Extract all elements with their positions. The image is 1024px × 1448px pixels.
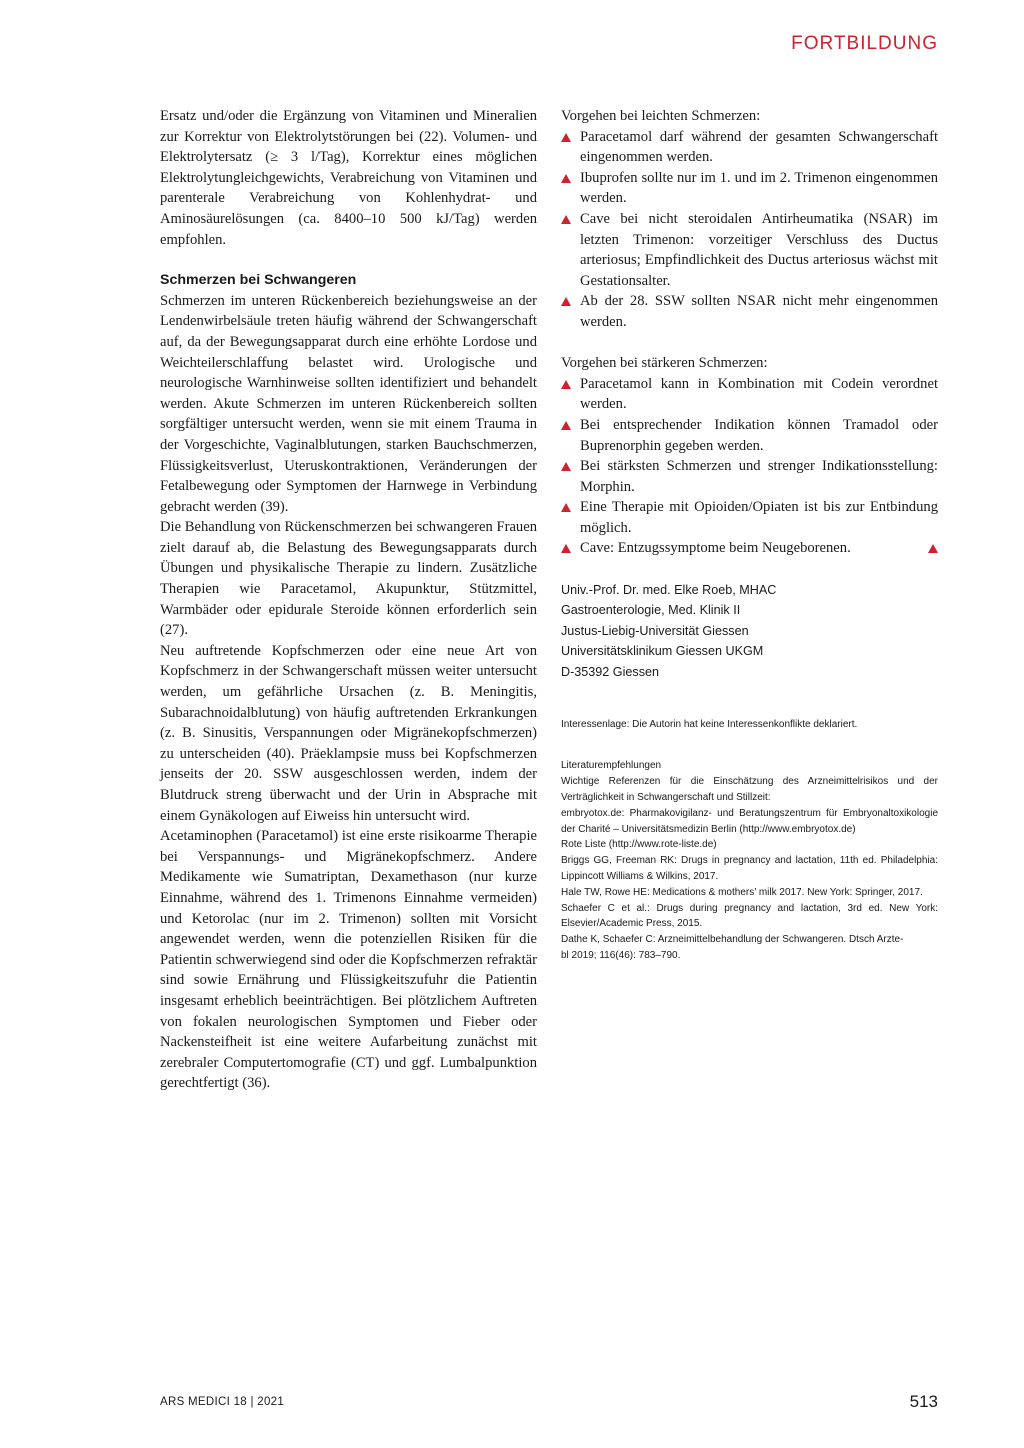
paragraph: Die Behandlung von Rückenschmerzen bei schwangeren Frauen zielt darauf ab, die Belastung des Bewegungsapparats durch Übungen und physikalische Therapie zu lindern. Zusätzliche Therapien wie Paracetamol, Akupunktur, Stützmittel, Warmbäder oder epidurale Steroide können erforderlich sein (27). (160, 519, 537, 639)
triangle-bullet-icon (561, 421, 571, 430)
list-item: Ab der 28. SSW sollten NSAR nicht mehr eingenommen werden. (561, 291, 938, 332)
list-item: Cave bei nicht steroidalen Antirheumatika (NSAR) im letzten Trimenon: vorzeitiger Verschluss des Ductus arteriosus; Empfindlichkeit des Ductus arteriosus wächst mit Gestationsalter. (561, 209, 938, 291)
list-item: Bei stärksten Schmerzen und strenger Indikationsstellung: Morphin. (561, 456, 938, 497)
triangle-bullet-icon (561, 544, 571, 553)
reference-item: Briggs GG, Freeman RK: Drugs in pregnancy and lactation, 11th ed. Philadelphia: Lippincott Williams & Wilkins, 2017. (561, 855, 938, 882)
list-item: Paracetamol kann in Kombination mit Codein verordnet werden. (561, 374, 938, 415)
triangle-bullet-icon (561, 297, 571, 306)
right-column (561, 106, 938, 964)
triangle-bullet-icon (561, 503, 571, 512)
strong-pain-list (561, 374, 938, 559)
author-block (561, 580, 938, 683)
paragraph: Acetaminophen (Paracetamol) ist eine erste risikoarme Therapie bei Verspannungs- und Migränekopfschmerz. Andere Medikamente wie Sumatriptan, Dexamethason (nur kurze Einnahme, während des 1. Trimenons Einnahme vermeiden) und Ketorolac (nur im 2. Trimenon) sollten mit Vorsicht angewendet werden, wenn die potenziellen Risiken für die Patientin schwerwiegend sind oder die Kopfschmerzen refraktär sind sowie Ernährung und Flüssigkeitszufuhr die Patientin insgesamt erheblich beeinträchtigen. Bei plötzlichem Auftreten von fokalen neurologischen Symptomen und Fieber oder Nackensteifheit ist eine weitere Aufarbeitung zunächst mit zerebraler Computertomografie (CT) und ggf. Lumbalpunktion gerechtfertigt (36). (160, 828, 537, 1092)
references-title: Literaturempfehlungen (561, 760, 662, 772)
author-line: D-35392 Giessen (561, 665, 660, 680)
reference-item: Dathe K, Schaefer C: Arzneimittelbehandlung der Schwangeren. Dtsch Arzte- (561, 934, 904, 946)
reference-item: Rote Liste (http://www.rote-liste.de) (561, 839, 717, 851)
mild-pain-intro: Vorgehen bei leichten Schmerzen: (561, 108, 761, 124)
section-heading: Schmerzen bei Schwangeren (160, 272, 357, 289)
references-list (561, 774, 938, 964)
triangle-bullet-icon (561, 462, 571, 471)
triangle-bullet-icon (561, 215, 571, 224)
author-line: Gastroenterologie, Med. Klinik II (561, 603, 741, 618)
reference-item: embryotox.de: Pharmakovigilanz- und Beratungszentrum für Embryonaltoxikologie der Charité – Universitätsmedizin Berlin (http://www.embryotox.de) (561, 807, 938, 835)
paragraph: Ersatz und/oder die Ergänzung von Vitaminen und Mineralien zur Korrektur von Elektrolytstörungen bei (22). Volumen- und Elektrolytersatz (≥ 3 l/Tag), Korrektur eines möglichen Elektrolytungleichgewichts, Verabreichung von Vitaminen und parenterale Verabreichung von Kohlenhydrat- und Aminosäurelösungen (ca. 8400–10 500 kJ/Tag) werden empfohlen. (160, 108, 537, 248)
section-label: FORTBILDUNG (791, 33, 938, 54)
author-line: Univ.-Prof. Dr. med. Elke Roeb, MHAC (561, 582, 777, 597)
page-number: 513 (909, 1392, 938, 1411)
triangle-bullet-icon (561, 133, 571, 142)
mild-pain-list (561, 127, 938, 333)
triangle-bullet-icon (561, 380, 571, 389)
reference-item: bl 2019; 116(46): 783–790. (561, 949, 681, 961)
list-item: Bei entsprechender Indikation können Tramadol oder Buprenorphin gegeben werden. (561, 415, 938, 456)
author-line: Justus-Liebig-Universität Giessen (561, 623, 749, 638)
journal-footer: ARS MEDICI 18 | 2021 (160, 1396, 285, 1408)
conflict-of-interest: Interessenlage: Die Autorin hat keine Interessenkonflikte deklariert. (561, 718, 858, 730)
article-end-triangle-icon (928, 544, 938, 553)
left-column (160, 106, 537, 1094)
list-item: Cave: Entzugssymptome beim Neugeborenen. (561, 538, 938, 559)
paragraph: Schmerzen im unteren Rückenbereich beziehungsweise an der Lendenwirbelsäule treten häufig während der Schwangerschaft auf, da der Bewegungsapparat durch eine erhöhte Lordose und Weichteilerschlaffung belastet wird. Urologische und neurologische Warnhinweise sollten identifiziert und behandelt werden. Akute Schmerzen im unteren Rückenbereich sollten sorgfältiger untersucht werden, wenn sie mit einem Trauma in der Vorgeschichte, Vaginalblutungen, starken Bauchschmerzen, Flüssigkeitsverlust, Uteruskontraktionen, Veränderungen der Fetalbewegung oder Symptomen der Harnwege in Verbindung gebracht werden (39). (160, 292, 537, 515)
reference-item: Schaefer C et al.: Drugs during pregnancy and lactation, 3rd ed. New York: Elsevier/Academic Press, 2015. (561, 902, 938, 930)
list-item: Eine Therapie mit Opioiden/Opiaten ist bis zur Entbindung möglich. (561, 497, 938, 538)
reference-item: Hale TW, Rowe HE: Medications & mothers’ milk 2017. New York: Springer, 2017. (561, 886, 923, 898)
strong-pain-intro: Vorgehen bei stärkeren Schmerzen: (561, 355, 768, 372)
author-line: Universitätsklinikum Giessen UKGM (561, 644, 764, 659)
triangle-bullet-icon (561, 174, 571, 183)
list-item: Paracetamol darf während der gesamten Schwangerschaft eingenommen werden. (561, 127, 938, 168)
reference-item: Wichtige Referenzen für die Einschätzung des Arzneimittelrisikos und der Verträglichkeit in Schwangerschaft und Stillzeit: (561, 776, 938, 804)
list-item: Ibuprofen sollte nur im 1. und im 2. Trimenon eingenommen werden. (561, 168, 938, 209)
paragraph: Neu auftretende Kopfschmerzen oder eine neue Art von Kopfschmerz in der Schwangerschaft müssen weiter untersucht werden, um gefährliche Ursachen (z. B. Meningitis, Subarachnoidalblutung) von häufig auftretenden Erkrankungen (z. B. Sinusitis, Verspannungen oder Migränekopfschmerzen) zu unterscheiden (40). Präeklampsie muss bei Kopfschmerzen jenseits der 20. SSW ausgeschlossen werden, indem der Blutdruck streng überwacht und der Urin in Absprache mit einem Gynäkologen auf Eiweiss hin untersucht wird. (160, 642, 537, 824)
